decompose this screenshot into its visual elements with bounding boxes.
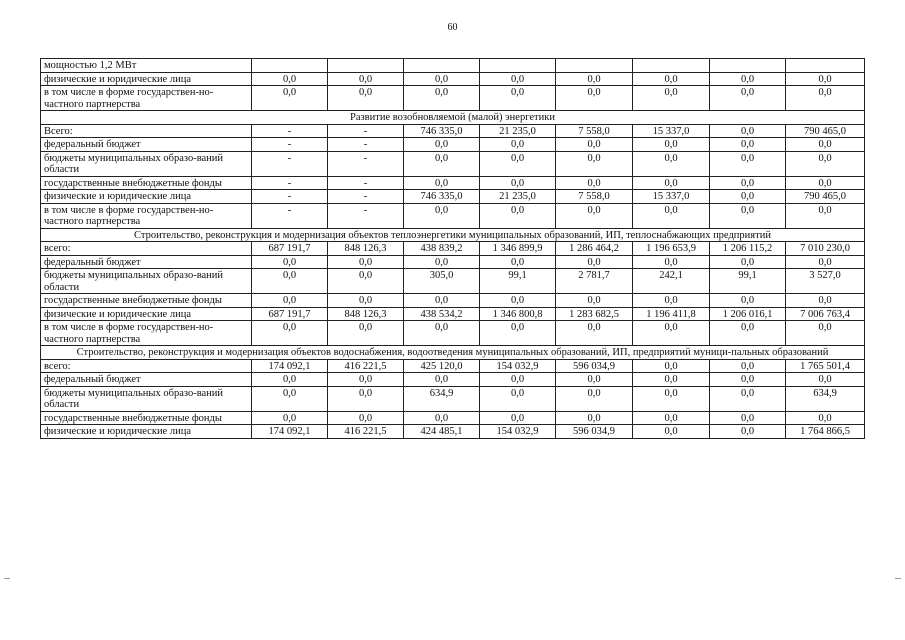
value-cell: - [252, 124, 328, 138]
value-cell: 7 006 763,4 [786, 307, 865, 321]
value-cell: 790 465,0 [786, 124, 865, 138]
page-number: 60 [447, 22, 458, 33]
table-row [41, 138, 865, 152]
value-cell: 0,0 [710, 321, 786, 346]
value-cell: 0,0 [786, 411, 865, 425]
value-cell: 0,0 [404, 411, 480, 425]
value-cell: 0,0 [328, 86, 404, 111]
value-cell: 0,0 [786, 138, 865, 152]
row-label: Всего: [41, 124, 252, 138]
value-cell: 15 337,0 [633, 124, 710, 138]
table-row [41, 190, 865, 204]
row-label: федеральный бюджет [41, 138, 252, 152]
value-cell: 0,0 [404, 72, 480, 86]
scan-mark-left [4, 578, 10, 579]
value-cell: 0,0 [556, 386, 633, 411]
table-row [41, 359, 865, 373]
value-cell: 0,0 [786, 255, 865, 269]
row-label: государственные внебюджетные фонды [41, 176, 252, 190]
value-cell: 0,0 [404, 86, 480, 111]
table-row [41, 59, 865, 73]
value-cell: 0,0 [252, 373, 328, 387]
section-title: Строительство, реконструкция и модернизация объектов теплоэнергетики муниципальных образований, ИП, теплоснабжающих предприятий [41, 228, 865, 242]
value-cell: 425 120,0 [404, 359, 480, 373]
value-cell: 0,0 [633, 321, 710, 346]
row-label: федеральный бюджет [41, 255, 252, 269]
section-header-row [41, 228, 865, 242]
value-cell: 0,0 [633, 373, 710, 387]
table-row [41, 176, 865, 190]
value-cell [556, 59, 633, 73]
row-label: государственные внебюджетные фонды [41, 411, 252, 425]
value-cell: 2 781,7 [556, 269, 633, 294]
value-cell: 687 191,7 [252, 242, 328, 256]
value-cell [633, 59, 710, 73]
value-cell: 0,0 [786, 294, 865, 308]
value-cell: 0,0 [786, 86, 865, 111]
value-cell: 7 010 230,0 [786, 242, 865, 256]
value-cell [404, 59, 480, 73]
value-cell: - [328, 138, 404, 152]
value-cell: 634,9 [404, 386, 480, 411]
table-row [41, 72, 865, 86]
value-cell: 3 527,0 [786, 269, 865, 294]
row-label: в том числе в форме государствен-но-частного партнерства [41, 203, 252, 228]
value-cell: 0,0 [633, 138, 710, 152]
value-cell: 0,0 [556, 373, 633, 387]
value-cell: 1 196 653,9 [633, 242, 710, 256]
value-cell: 174 092,1 [252, 425, 328, 439]
value-cell: 0,0 [786, 373, 865, 387]
value-cell: 0,0 [328, 269, 404, 294]
value-cell: 0,0 [633, 359, 710, 373]
value-cell: 0,0 [556, 176, 633, 190]
value-cell: 21 235,0 [480, 124, 556, 138]
value-cell: 0,0 [556, 203, 633, 228]
row-label: в том числе в форме государствен-но-частного партнерства [41, 321, 252, 346]
value-cell: 0,0 [556, 294, 633, 308]
value-cell: 0,0 [786, 203, 865, 228]
value-cell: 0,0 [710, 86, 786, 111]
value-cell: 0,0 [252, 86, 328, 111]
value-cell: 7 558,0 [556, 124, 633, 138]
value-cell: 0,0 [404, 255, 480, 269]
row-label: физические и юридические лица [41, 307, 252, 321]
value-cell: 0,0 [252, 72, 328, 86]
value-cell: 0,0 [480, 411, 556, 425]
value-cell: 0,0 [480, 321, 556, 346]
value-cell: 0,0 [328, 294, 404, 308]
value-cell: 416 221,5 [328, 425, 404, 439]
value-cell: 0,0 [480, 176, 556, 190]
value-cell: 0,0 [633, 294, 710, 308]
row-label: мощностью 1,2 МВт [41, 59, 252, 73]
value-cell: 416 221,5 [328, 359, 404, 373]
table-row [41, 203, 865, 228]
row-label: в том числе в форме государствен-но-частного партнерства [41, 86, 252, 111]
value-cell: 0,0 [710, 359, 786, 373]
value-cell: 0,0 [710, 386, 786, 411]
value-cell: 0,0 [404, 151, 480, 176]
value-cell: 0,0 [328, 386, 404, 411]
value-cell [328, 59, 404, 73]
value-cell: 438 839,2 [404, 242, 480, 256]
value-cell: 746 335,0 [404, 190, 480, 204]
value-cell: 0,0 [480, 386, 556, 411]
value-cell: 0,0 [404, 294, 480, 308]
value-cell: 634,9 [786, 386, 865, 411]
value-cell: 1 286 464,2 [556, 242, 633, 256]
value-cell [252, 59, 328, 73]
value-cell: - [252, 203, 328, 228]
value-cell: 596 034,9 [556, 359, 633, 373]
value-cell: 0,0 [786, 176, 865, 190]
value-cell: 154 032,9 [480, 359, 556, 373]
value-cell: 848 126,3 [328, 307, 404, 321]
value-cell: - [252, 176, 328, 190]
table-row [41, 294, 865, 308]
value-cell: 0,0 [404, 373, 480, 387]
value-cell: 99,1 [710, 269, 786, 294]
value-cell: 305,0 [404, 269, 480, 294]
value-cell: - [328, 124, 404, 138]
row-label: федеральный бюджет [41, 373, 252, 387]
value-cell: 0,0 [556, 72, 633, 86]
section-header-row [41, 346, 865, 360]
row-label: физические и юридические лица [41, 72, 252, 86]
value-cell: 0,0 [556, 138, 633, 152]
table-row [41, 242, 865, 256]
value-cell: 0,0 [556, 411, 633, 425]
value-cell: 0,0 [710, 373, 786, 387]
value-cell: 0,0 [252, 411, 328, 425]
row-label: всего: [41, 242, 252, 256]
section-title: Строительство, реконструкция и модернизация объектов водоснабжения, водоотведения муниципальных образований, ИП, предприятий муници-пальных образований [41, 346, 865, 360]
value-cell: 0,0 [404, 321, 480, 346]
value-cell: 0,0 [480, 151, 556, 176]
value-cell: 15 337,0 [633, 190, 710, 204]
value-cell: - [328, 176, 404, 190]
value-cell: 1 346 899,9 [480, 242, 556, 256]
value-cell: 424 485,1 [404, 425, 480, 439]
value-cell: 746 335,0 [404, 124, 480, 138]
value-cell: 154 032,9 [480, 425, 556, 439]
value-cell: 0,0 [786, 321, 865, 346]
value-cell: 0,0 [710, 176, 786, 190]
table-row [41, 269, 865, 294]
row-label: всего: [41, 359, 252, 373]
value-cell: 1 765 501,4 [786, 359, 865, 373]
row-label: бюджеты муниципальных образо-ваний области [41, 269, 252, 294]
value-cell: 0,0 [480, 138, 556, 152]
row-label: бюджеты муниципальных образо-ваний области [41, 151, 252, 176]
value-cell: 790 465,0 [786, 190, 865, 204]
value-cell: 0,0 [786, 151, 865, 176]
value-cell: 0,0 [404, 176, 480, 190]
value-cell: 0,0 [480, 373, 556, 387]
value-cell: 0,0 [328, 72, 404, 86]
value-cell: 0,0 [480, 255, 556, 269]
row-label: физические и юридические лица [41, 425, 252, 439]
value-cell: 0,0 [710, 294, 786, 308]
value-cell: 0,0 [786, 72, 865, 86]
value-cell: 0,0 [710, 255, 786, 269]
row-label: физические и юридические лица [41, 190, 252, 204]
table-row [41, 386, 865, 411]
value-cell: 99,1 [480, 269, 556, 294]
value-cell: 0,0 [252, 321, 328, 346]
value-cell: 0,0 [710, 190, 786, 204]
value-cell: 0,0 [710, 151, 786, 176]
value-cell: 242,1 [633, 269, 710, 294]
scan-mark-right [895, 578, 901, 579]
value-cell: 1 764 866,5 [786, 425, 865, 439]
value-cell: 0,0 [633, 203, 710, 228]
section-header-row [41, 111, 865, 125]
value-cell: 0,0 [480, 294, 556, 308]
value-cell: - [328, 151, 404, 176]
value-cell: 1 283 682,5 [556, 307, 633, 321]
value-cell: 0,0 [633, 411, 710, 425]
row-label: государственные внебюджетные фонды [41, 294, 252, 308]
table-row [41, 411, 865, 425]
value-cell: 0,0 [710, 411, 786, 425]
value-cell: 0,0 [252, 269, 328, 294]
row-label: бюджеты муниципальных образо-ваний области [41, 386, 252, 411]
value-cell: 0,0 [710, 425, 786, 439]
value-cell: - [252, 138, 328, 152]
value-cell: 596 034,9 [556, 425, 633, 439]
table-row [41, 124, 865, 138]
value-cell: 1 206 016,1 [710, 307, 786, 321]
value-cell: 0,0 [556, 255, 633, 269]
value-cell: 0,0 [633, 151, 710, 176]
value-cell: 0,0 [328, 255, 404, 269]
value-cell [480, 59, 556, 73]
value-cell: 0,0 [480, 72, 556, 86]
table-body [41, 59, 865, 439]
section-title: Развитие возобновляемой (малой) энергетики [41, 111, 865, 125]
value-cell: 7 558,0 [556, 190, 633, 204]
value-cell: 0,0 [633, 176, 710, 190]
value-cell: 0,0 [556, 321, 633, 346]
value-cell: 0,0 [556, 151, 633, 176]
value-cell: - [252, 151, 328, 176]
table-row [41, 425, 865, 439]
value-cell [786, 59, 865, 73]
value-cell: 0,0 [710, 203, 786, 228]
value-cell: 0,0 [480, 86, 556, 111]
value-cell: 0,0 [480, 203, 556, 228]
value-cell: - [328, 190, 404, 204]
table-row [41, 86, 865, 111]
table-row [41, 255, 865, 269]
value-cell: 0,0 [633, 425, 710, 439]
value-cell: 0,0 [328, 411, 404, 425]
value-cell: 0,0 [710, 138, 786, 152]
value-cell: 0,0 [252, 255, 328, 269]
value-cell: 0,0 [404, 138, 480, 152]
value-cell: 0,0 [404, 203, 480, 228]
value-cell: 0,0 [328, 373, 404, 387]
value-cell: 687 191,7 [252, 307, 328, 321]
value-cell: - [252, 190, 328, 204]
value-cell: 21 235,0 [480, 190, 556, 204]
table-row [41, 321, 865, 346]
value-cell: 0,0 [633, 86, 710, 111]
value-cell: 1 346 800,8 [480, 307, 556, 321]
value-cell: 0,0 [633, 255, 710, 269]
table-row [41, 151, 865, 176]
financing-table [40, 58, 865, 439]
value-cell: 0,0 [252, 386, 328, 411]
value-cell: - [328, 203, 404, 228]
value-cell: 848 126,3 [328, 242, 404, 256]
value-cell [710, 59, 786, 73]
value-cell: 0,0 [633, 72, 710, 86]
value-cell: 174 092,1 [252, 359, 328, 373]
table-row [41, 307, 865, 321]
value-cell: 0,0 [328, 321, 404, 346]
table-row [41, 373, 865, 387]
value-cell: 0,0 [252, 294, 328, 308]
value-cell: 438 534,2 [404, 307, 480, 321]
value-cell: 0,0 [710, 72, 786, 86]
value-cell: 1 206 115,2 [710, 242, 786, 256]
value-cell: 0,0 [710, 124, 786, 138]
value-cell: 0,0 [633, 386, 710, 411]
value-cell: 0,0 [556, 86, 633, 111]
value-cell: 1 196 411,8 [633, 307, 710, 321]
